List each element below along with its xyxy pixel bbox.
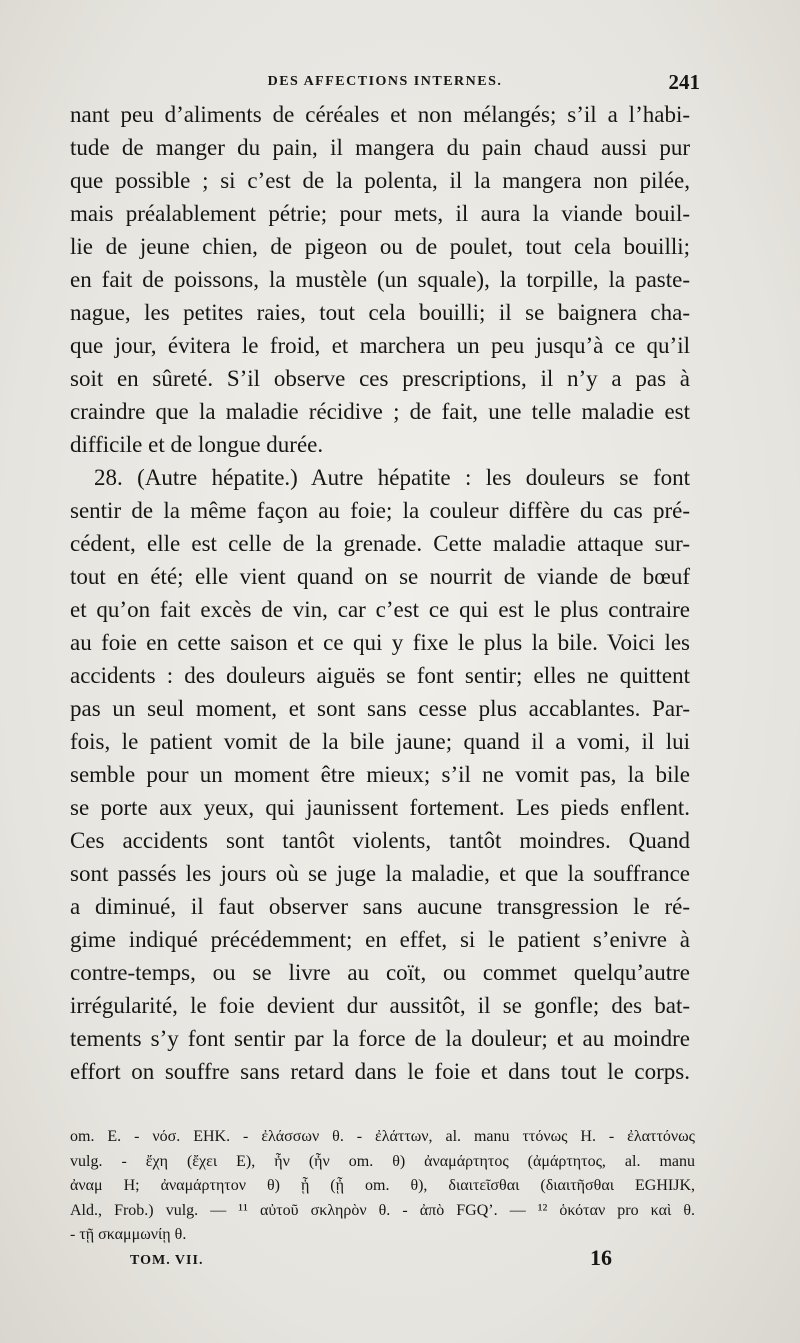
- footnote-line: - τῇ σκαμμωνίῃ θ.: [70, 1226, 187, 1243]
- text-line: semble pour un moment être mieux; s’il ne vomit pas, la bile: [70, 762, 690, 787]
- text-line: et qu’on fait excès de vin, car c’est ce qui est le plus contraire: [70, 597, 690, 622]
- footnote-line: Ald., Frob.) vulg. — ¹¹ αὐτοῦ σκληρὸν θ. - ἀπὸ FGQ’. — ¹² ὁκόταν pro καὶ θ.: [70, 1201, 695, 1219]
- page-header: [70, 70, 700, 100]
- footnote-line: ἀναμ H; ἀναμάρτητον θ) ᾖ (ᾖ om. θ), διαιτεῖσθαι (διαιτῆσθαι EGHIJK,: [70, 1177, 695, 1194]
- page-footer: [70, 1245, 700, 1275]
- text-line: effort on souffre sans retard dans le foie et dans tout le corps.: [70, 1059, 690, 1084]
- text-line: contre-temps, ou se livre au coït, ou commet quelqu’autre: [70, 960, 690, 985]
- text-line: que possible ; si c’est de la polenta, il la mangera non pilée,: [70, 168, 690, 193]
- footnote-line: vulg. - ἔχη (ἔχει E), ἦν (ἦν om. θ) ἀναμάρτητος (ἀμάρτητος, al. manu: [70, 1152, 695, 1170]
- text-line: craindre que la maladie récidive ; de fait, une telle maladie est: [70, 399, 690, 424]
- text-line: Ces accidents sont tantôt violents, tantôt moindres. Quand: [70, 828, 690, 853]
- text-line: cédent, elle est celle de la grenade. Cette maladie attaque sur-: [70, 531, 690, 556]
- text-line: au foie en cette saison et ce qui y fixe le plus la bile. Voici les: [70, 630, 690, 655]
- text-line: tements s’y font sentir par la force de la douleur; et au moindre: [70, 1026, 690, 1051]
- text-line: difficile et de longue durée.: [70, 432, 324, 457]
- text-line: accidents : des douleurs aiguës se font sentir; elles ne quittent: [70, 663, 690, 688]
- running-title: DES AFFECTIONS INTERNES.: [267, 74, 503, 89]
- text-line: gime indiqué précédemment; en effet, si le patient s’enivre à: [70, 927, 690, 952]
- volume-signature: TOM. VII.: [130, 1253, 204, 1268]
- text-line: sentir de la même façon au foie; la couleur diffère du cas pré-: [70, 498, 690, 523]
- text-line: nague, les petites raies, tout cela bouilli; il se baignera cha-: [70, 300, 690, 325]
- text-line: en fait de poissons, la mustèle (un squale), la torpille, la paste-: [70, 267, 690, 292]
- text-line: que jour, évitera le froid, et marchera un peu jusqu’à ce qu’il: [70, 333, 690, 358]
- text-line: soit en sûreté. S’il observe ces prescriptions, il n’y a pas à: [70, 366, 690, 391]
- sheet-number: 16: [590, 1245, 612, 1270]
- text-line: irrégularité, le foie devient dur aussitôt, il se gonfle; des bat-: [70, 993, 690, 1018]
- text-line: tout en été; elle vient quand on se nourrit de viande de bœuf: [70, 564, 690, 589]
- text-line: se porte aux yeux, qui jaunissent fortement. Les pieds enflent.: [70, 795, 690, 820]
- text-line: a diminué, il faut observer sans aucune transgression le ré-: [70, 894, 690, 919]
- text-line: fois, le patient vomit de la bile jaune; quand il a vomi, il lui: [70, 729, 690, 754]
- text-line: tude de manger du pain, il mangera du pain chaud aussi pur: [70, 135, 690, 160]
- footnote-line: om. E. - νόσ. EHK. - ἐλάσσων θ. - ἐλάττων, al. manu ττόνως H. - ἐλαττόνως: [70, 1128, 695, 1145]
- text-line: nant peu d’aliments de céréales et non mélangés; s’il a l’habi-: [70, 102, 690, 127]
- text-line: mais préalablement pétrie; pour mets, il aura la viande bouil-: [70, 201, 690, 226]
- page-number: 241: [668, 70, 700, 94]
- main-text: [70, 98, 690, 1088]
- text-line: lie de jeune chien, de pigeon ou de poulet, tout cela bouilli;: [70, 234, 690, 259]
- text-line: pas un seul moment, et sont sans cesse plus accablantes. Par-: [70, 696, 690, 721]
- text-line: sont passés les jours où se juge la maladie, et que la souffrance: [70, 861, 690, 886]
- section-28-start: 28. (Autre hépatite.) Autre hépatite : les douleurs se font: [94, 465, 690, 490]
- footnotes: [70, 1125, 695, 1248]
